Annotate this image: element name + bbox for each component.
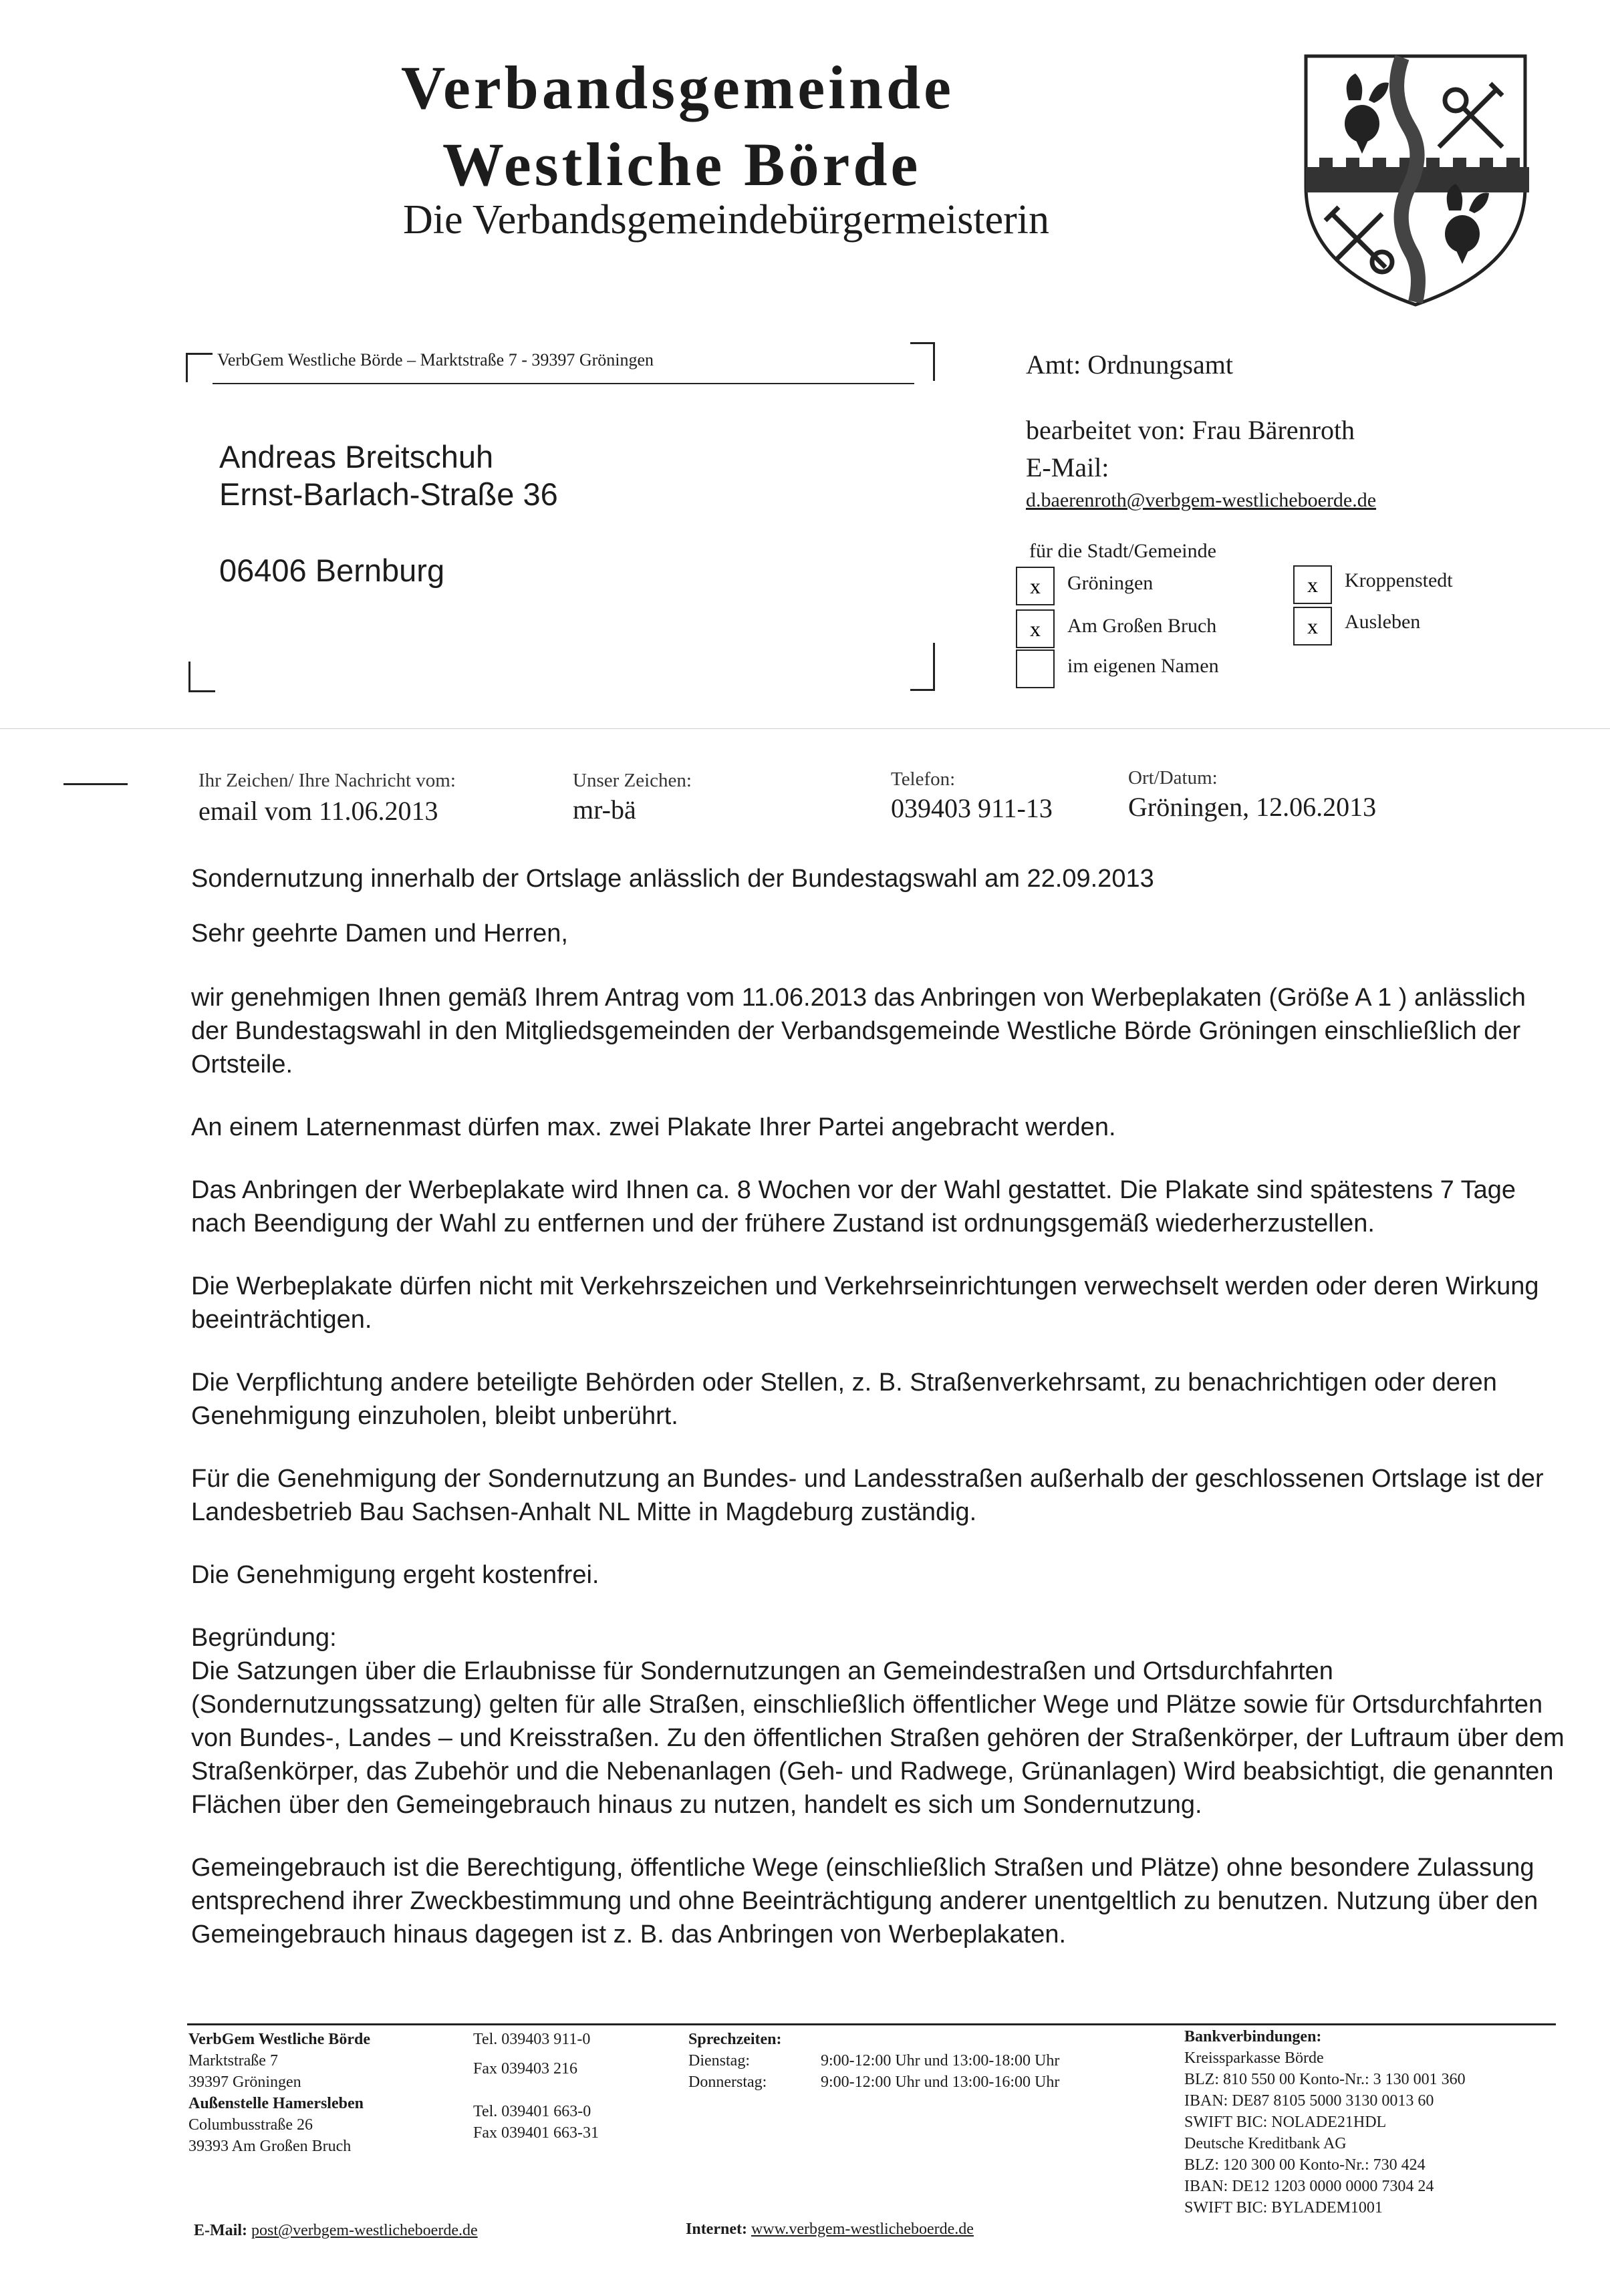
footer-email-link[interactable]: post@verbgem-westlicheboerde.de: [251, 2222, 478, 2239]
checkbox-label-groeningen: Gröningen: [1067, 572, 1154, 594]
footer-email-label: E-Mail:: [194, 2222, 247, 2239]
checkbox-am-grossen-bruch[interactable]: x: [1016, 609, 1055, 648]
letter-salutation: Sehr geehrte Damen und Herren,: [191, 919, 568, 948]
ref-telefon-label: Telefon:: [891, 768, 956, 790]
paragraph-4: Die Werbeplakate dürfen nicht mit Verkehrszeichen und Verkehrseinrichtungen verwechselt werden oder deren Wirkung beeinträchtigen.: [191, 1272, 1539, 1334]
checkbox-label-ausleben: Ausleben: [1345, 611, 1421, 633]
letter-body: [191, 862, 1568, 1951]
office-email-label: E-Mail:: [1026, 452, 1109, 482]
footer-fax2: Fax 039401 663-31: [473, 2124, 599, 2142]
footer-email-row: [194, 2220, 478, 2241]
footer-org-name: VerbGem Westliche Börde: [188, 2031, 370, 2048]
recipient-city: 06406 Bernburg: [219, 553, 445, 588]
footer-bank-line: IBAN: DE12 1203 0000 0000 7304 24: [1184, 2178, 1434, 2195]
footer-bank-line: SWIFT BIC: NOLADE21HDL: [1184, 2114, 1387, 2131]
paragraph-6: Für die Genehmigung der Sondernutzung an Bundes- und Landesstraßen außerhalb der geschlossenen Ortslage ist der Landesbetrieb Bau Sachsen-Anhalt NL Mitte in Magdeburg zuständig.: [191, 1465, 1544, 1526]
header-line1: Verbandsgemeinde: [401, 53, 954, 122]
gemeingebrauch-text: Gemeingebrauch ist die Berechtigung, öffentliche Wege (einschließlich Straßen und Plätze) ohne besondere Zulassung entsprechend ihrer Zweckbestimmung und ohne Beeinträchtigung anderer unentgeltlich zu benutzen. Nutzung über den Gemeingebrauch hinaus dagegen ist z. B. das Anbringen von Werbeplakaten.: [191, 1854, 1538, 1949]
footer-bank-line: Deutsche Kreditbank AG: [1184, 2135, 1347, 2152]
coat-of-arms-icon: [1302, 53, 1529, 307]
ref-unser-label: Unser Zeichen:: [573, 770, 692, 791]
checkbox-label-am-grossen-bruch: Am Großen Bruch: [1067, 615, 1217, 637]
footer-internet-link[interactable]: www.verbgem-westlicheboerde.de: [751, 2220, 974, 2238]
footer-tel2: Tel. 039401 663-0: [473, 2103, 591, 2120]
paragraph-7: Die Genehmigung ergeht kostenfrei.: [191, 1561, 599, 1589]
paragraph-3: Das Anbringen der Werbeplakate wird Ihnen ca. 8 Wochen vor der Wahl gestattet. Die Plakate sind spätestens 7 Tage nach Beendigung der Wahl zu entfernen und der frühere Zustand ist ordnungsgemäß wiederherzustellen.: [191, 1176, 1516, 1238]
paragraph-1: wir genehmigen Ihnen gemäß Ihrem Antrag vom 11.06.2013 das Anbringen von Werbeplakaten (Größe A 1 ) anlässlich der Bundestagswahl in den Mitgliedsgemeinden der Verbandsgemeinde Westliche Börde Gröningen einschließlich der Ortsteile.: [191, 984, 1526, 1079]
footer-city: 39397 Gröningen: [188, 2073, 301, 2091]
ref-ihr-value: email vom 11.06.2013: [198, 796, 438, 826]
checkbox-kroppenstedt[interactable]: x: [1293, 565, 1332, 604]
office-email-link[interactable]: d.baerenroth@verbgem-westlicheboerde.de: [1026, 489, 1377, 511]
recipient-street: Ernst-Barlach-Straße 36: [219, 476, 558, 512]
footer-hours-title: Sprechzeiten:: [688, 2031, 782, 2048]
return-address: VerbGem Westliche Börde – Marktstraße 7 - 39397 Gröningen: [217, 350, 654, 370]
checkbox-eigener-name[interactable]: [1016, 650, 1055, 688]
footer-col-bank: [1184, 2026, 1466, 2218]
ref-telefon-value: 039403 911-13: [891, 793, 1053, 823]
fuer-label: für die Stadt/Gemeinde: [1029, 540, 1216, 562]
begruendung-title: Begründung:: [191, 1624, 337, 1652]
ref-ihr-label: Ihr Zeichen/ Ihre Nachricht vom:: [198, 770, 456, 791]
footer-time2: 9:00-12:00 Uhr und 13:00-16:00 Uhr: [821, 2073, 1060, 2091]
paragraph-2: An einem Laternenmast dürfen max. zwei Plakate Ihrer Partei angebracht werden.: [191, 1113, 1116, 1141]
footer-bank-line: BLZ: 810 550 00 Konto-Nr.: 3 130 001 360: [1184, 2071, 1466, 2088]
footer-tel1: Tel. 039403 911-0: [473, 2031, 591, 2048]
recipient-name: Andreas Breitschuh: [219, 439, 494, 474]
ref-unser-value: mr-bä: [573, 795, 636, 825]
begruendung-text: Die Satzungen über die Erlaubnisse für Sondernutzungen an Gemeindestraßen und Ortsdurchfahrten (Sondernutzungssatzung) gelten für alle Straßen, einschließlich öffentlicher Wege und Plätze sowie für Ortsdurchfahrten von Bundes-, Landes – und Kreisstraßen. Zu den öffentlichen Straßen gehören der Straßenkörper, der Luftraum über dem Straßenkörper, das Zubehör und die Nebenanlagen (Geh- und Radwege, Grünanlagen) Wird beabsichtigt, die genannten Flächen über den Gemeingebrauch hinaus zu nutzen, handelt es sich um Sondernutzung.: [191, 1657, 1565, 1819]
footer-col-phone: [473, 2029, 599, 2144]
checkbox-groeningen[interactable]: x: [1016, 567, 1055, 605]
header-line2: Westliche Börde: [442, 130, 922, 198]
paragraph-5: Die Verpflichtung andere beteiligte Behörden oder Stellen, z. B. Straßenverkehrsamt, zu benachrichtigen oder deren Genehmigung einzuholen, bleibt unberührt.: [191, 1369, 1497, 1430]
footer-internet-label: Internet:: [686, 2220, 747, 2238]
checkbox-label-eigener-name: im eigenen Namen: [1067, 655, 1219, 677]
checkbox-label-kroppenstedt: Kroppenstedt: [1345, 569, 1453, 591]
letter-subject: Sondernutzung innerhalb der Ortslage anlässlich der Bundestagswahl am 22.09.2013: [191, 865, 1154, 893]
footer-branch-street: Columbusstraße 26: [188, 2116, 313, 2134]
footer-internet-row: [686, 2218, 974, 2240]
footer-col-hours: [688, 2029, 782, 2050]
footer-bank-line: Kreissparkasse Börde: [1184, 2049, 1324, 2067]
ref-ort-label: Ort/Datum:: [1128, 767, 1218, 788]
footer-bank-title: Bankverbindungen:: [1184, 2028, 1322, 2045]
header-subtitle: Die Verbandsgemeindebürgermeisterin: [403, 197, 1050, 243]
footer-bank-line: IBAN: DE87 8105 5000 3130 0013 60: [1184, 2092, 1434, 2110]
checkbox-ausleben[interactable]: x: [1293, 607, 1332, 645]
footer-time1: 9:00-12:00 Uhr und 13:00-18:00 Uhr: [821, 2052, 1060, 2069]
footer-branch: Außenstelle Hamersleben: [188, 2095, 364, 2112]
footer-branch-city: 39393 Am Großen Bruch: [188, 2138, 352, 2155]
footer-day2: Donnerstag:: [688, 2073, 767, 2091]
footer-bank-line: BLZ: 120 300 00 Konto-Nr.: 730 424: [1184, 2156, 1426, 2174]
ref-ort-value: Gröningen, 12.06.2013: [1128, 792, 1377, 822]
footer-day1: Dienstag:: [688, 2052, 750, 2069]
footer-street: Marktstraße 7: [188, 2052, 278, 2069]
office-amt: Amt: Ordnungsamt: [1026, 349, 1233, 380]
footer-col-address: [188, 2029, 370, 2157]
office-bearbeitet: bearbeitet von: Frau Bärenroth: [1026, 415, 1355, 445]
footer-bank-line: SWIFT BIC: BYLADEM1001: [1184, 2199, 1383, 2216]
footer-fax1: Fax 039403 216: [473, 2060, 577, 2077]
